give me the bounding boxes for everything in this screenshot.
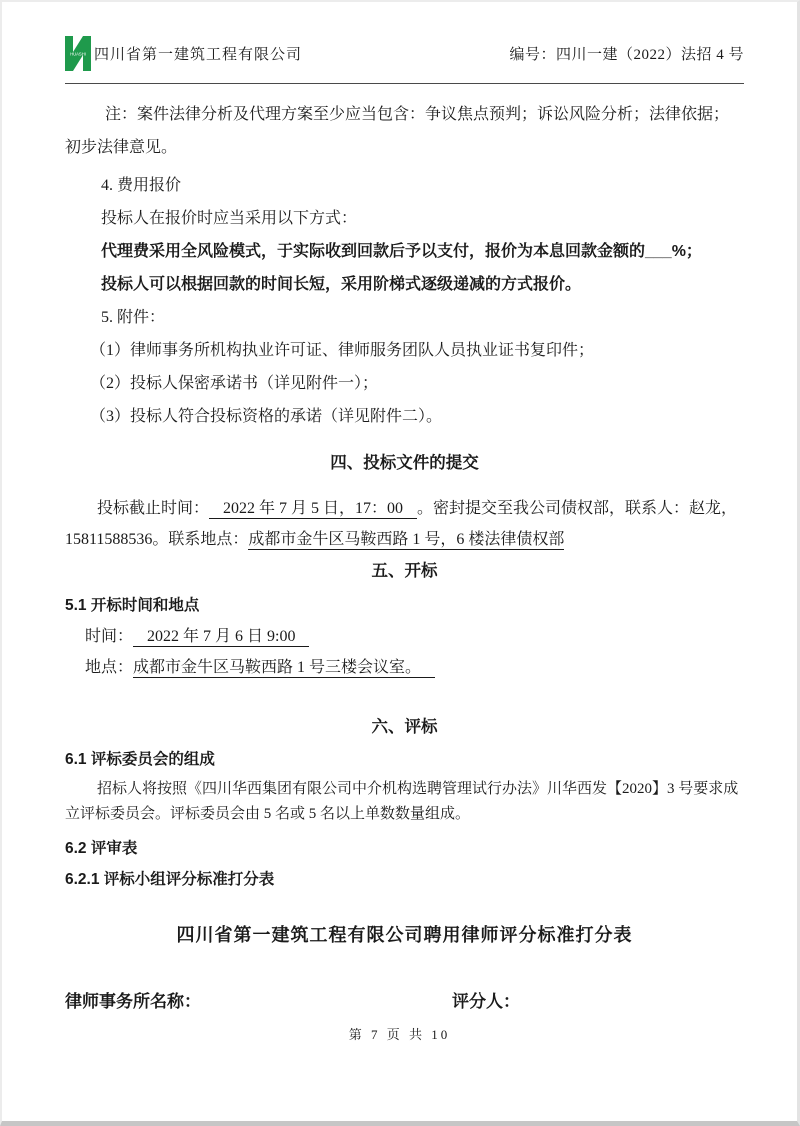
committee-subheading: 6.1 评标委员会的组成 xyxy=(65,751,215,768)
page-footer: 第 7 页 共 10 xyxy=(348,1027,451,1042)
contact-phone: 15811588536。联系地点： xyxy=(65,531,249,548)
pricing-bold-line-1: 代理费采用全风险模式，于实际收到回款后予以支付，报价为本息回款金额的___%； xyxy=(101,243,702,260)
pricing-bold-line-2: 投标人可以根据回款的时间长短，采用阶梯式逐级递减的方式报价。 xyxy=(101,276,582,293)
submission-paragraph xyxy=(65,493,744,555)
place-label: 地点： xyxy=(85,659,134,676)
names-row xyxy=(65,987,744,1013)
time-label: 时间： xyxy=(85,628,134,645)
company-name: 四川省第一建筑工程有限公司 xyxy=(94,47,303,63)
pricing-intro: 投标人在报价时应当采用以下方式： xyxy=(101,210,358,227)
part6-heading: 六、评标 xyxy=(371,718,438,736)
header-rule xyxy=(65,83,744,84)
section-4-heading: 4. 费用报价 xyxy=(101,177,182,194)
attachment-item-3: （3）投标人符合投标资格的承诺（详见附件二）。 xyxy=(90,408,443,425)
committee-paragraph: 招标人将按照《四川华西集团有限公司中介机构选聘管理试行办法》川华西发【2020】3 号要求成立评标委员会。评标委员会由 5 名或 5 名以上单数数量组成。 xyxy=(65,781,739,822)
open-bid-subheading: 5.1 开标时间和地点 xyxy=(65,597,200,614)
deadline-label: 投标截止时间： xyxy=(97,500,210,517)
review-table-subheading: 6.2 评审表 xyxy=(65,840,138,857)
attachment-item-2: （2）投标人保密承诺书（详见附件一）； xyxy=(90,375,379,392)
bid-place-row xyxy=(65,652,744,683)
scoring-table-subheading: 6.2.1 评标小组评分标准打分表 xyxy=(65,871,275,888)
attachment-item-1: （1）律师事务所机构执业许可证、律师服务团队人员执业证书复印件； xyxy=(90,342,595,359)
section-5-heading: 5. 附件： xyxy=(101,309,166,326)
page-header xyxy=(65,36,744,71)
place-value: 成都市金牛区马鞍西路 1 号三楼会议室。 xyxy=(133,659,435,678)
submission-address: 成都市金牛区马鞍西路 1 号，6 楼法律债权部 xyxy=(248,531,565,548)
note-paragraph: 注：案件法律分析及代理方案至少应当包含：争议焦点预判；诉讼风险分析；法律依据；初步法律意见。 xyxy=(65,106,730,156)
header-left xyxy=(65,36,302,71)
deadline-value: 2022 年 7 月 5 日，17：00 xyxy=(209,500,417,519)
part5-heading: 五、开标 xyxy=(371,562,438,580)
scoring-table-title: 四川省第一建筑工程有限公司聘用律师评分标准打分表 xyxy=(176,925,633,945)
time-value: 2022 年 7 月 6 日 9:00 xyxy=(133,628,309,647)
logo-text: HUASHI xyxy=(70,51,86,57)
part4-heading: 四、投标文件的提交 xyxy=(330,454,479,472)
bid-time-row xyxy=(65,621,744,652)
scorer-label: 评分人： xyxy=(452,992,520,1011)
deadline-rest: 。密封提交至我公司债权部，联系人：赵龙， xyxy=(417,500,738,517)
firm-name-label: 律师事务所名称： xyxy=(65,992,201,1011)
doc-number: 编号：四川一建（2022）法招 4 号 xyxy=(509,47,744,63)
company-logo-icon xyxy=(65,36,91,71)
